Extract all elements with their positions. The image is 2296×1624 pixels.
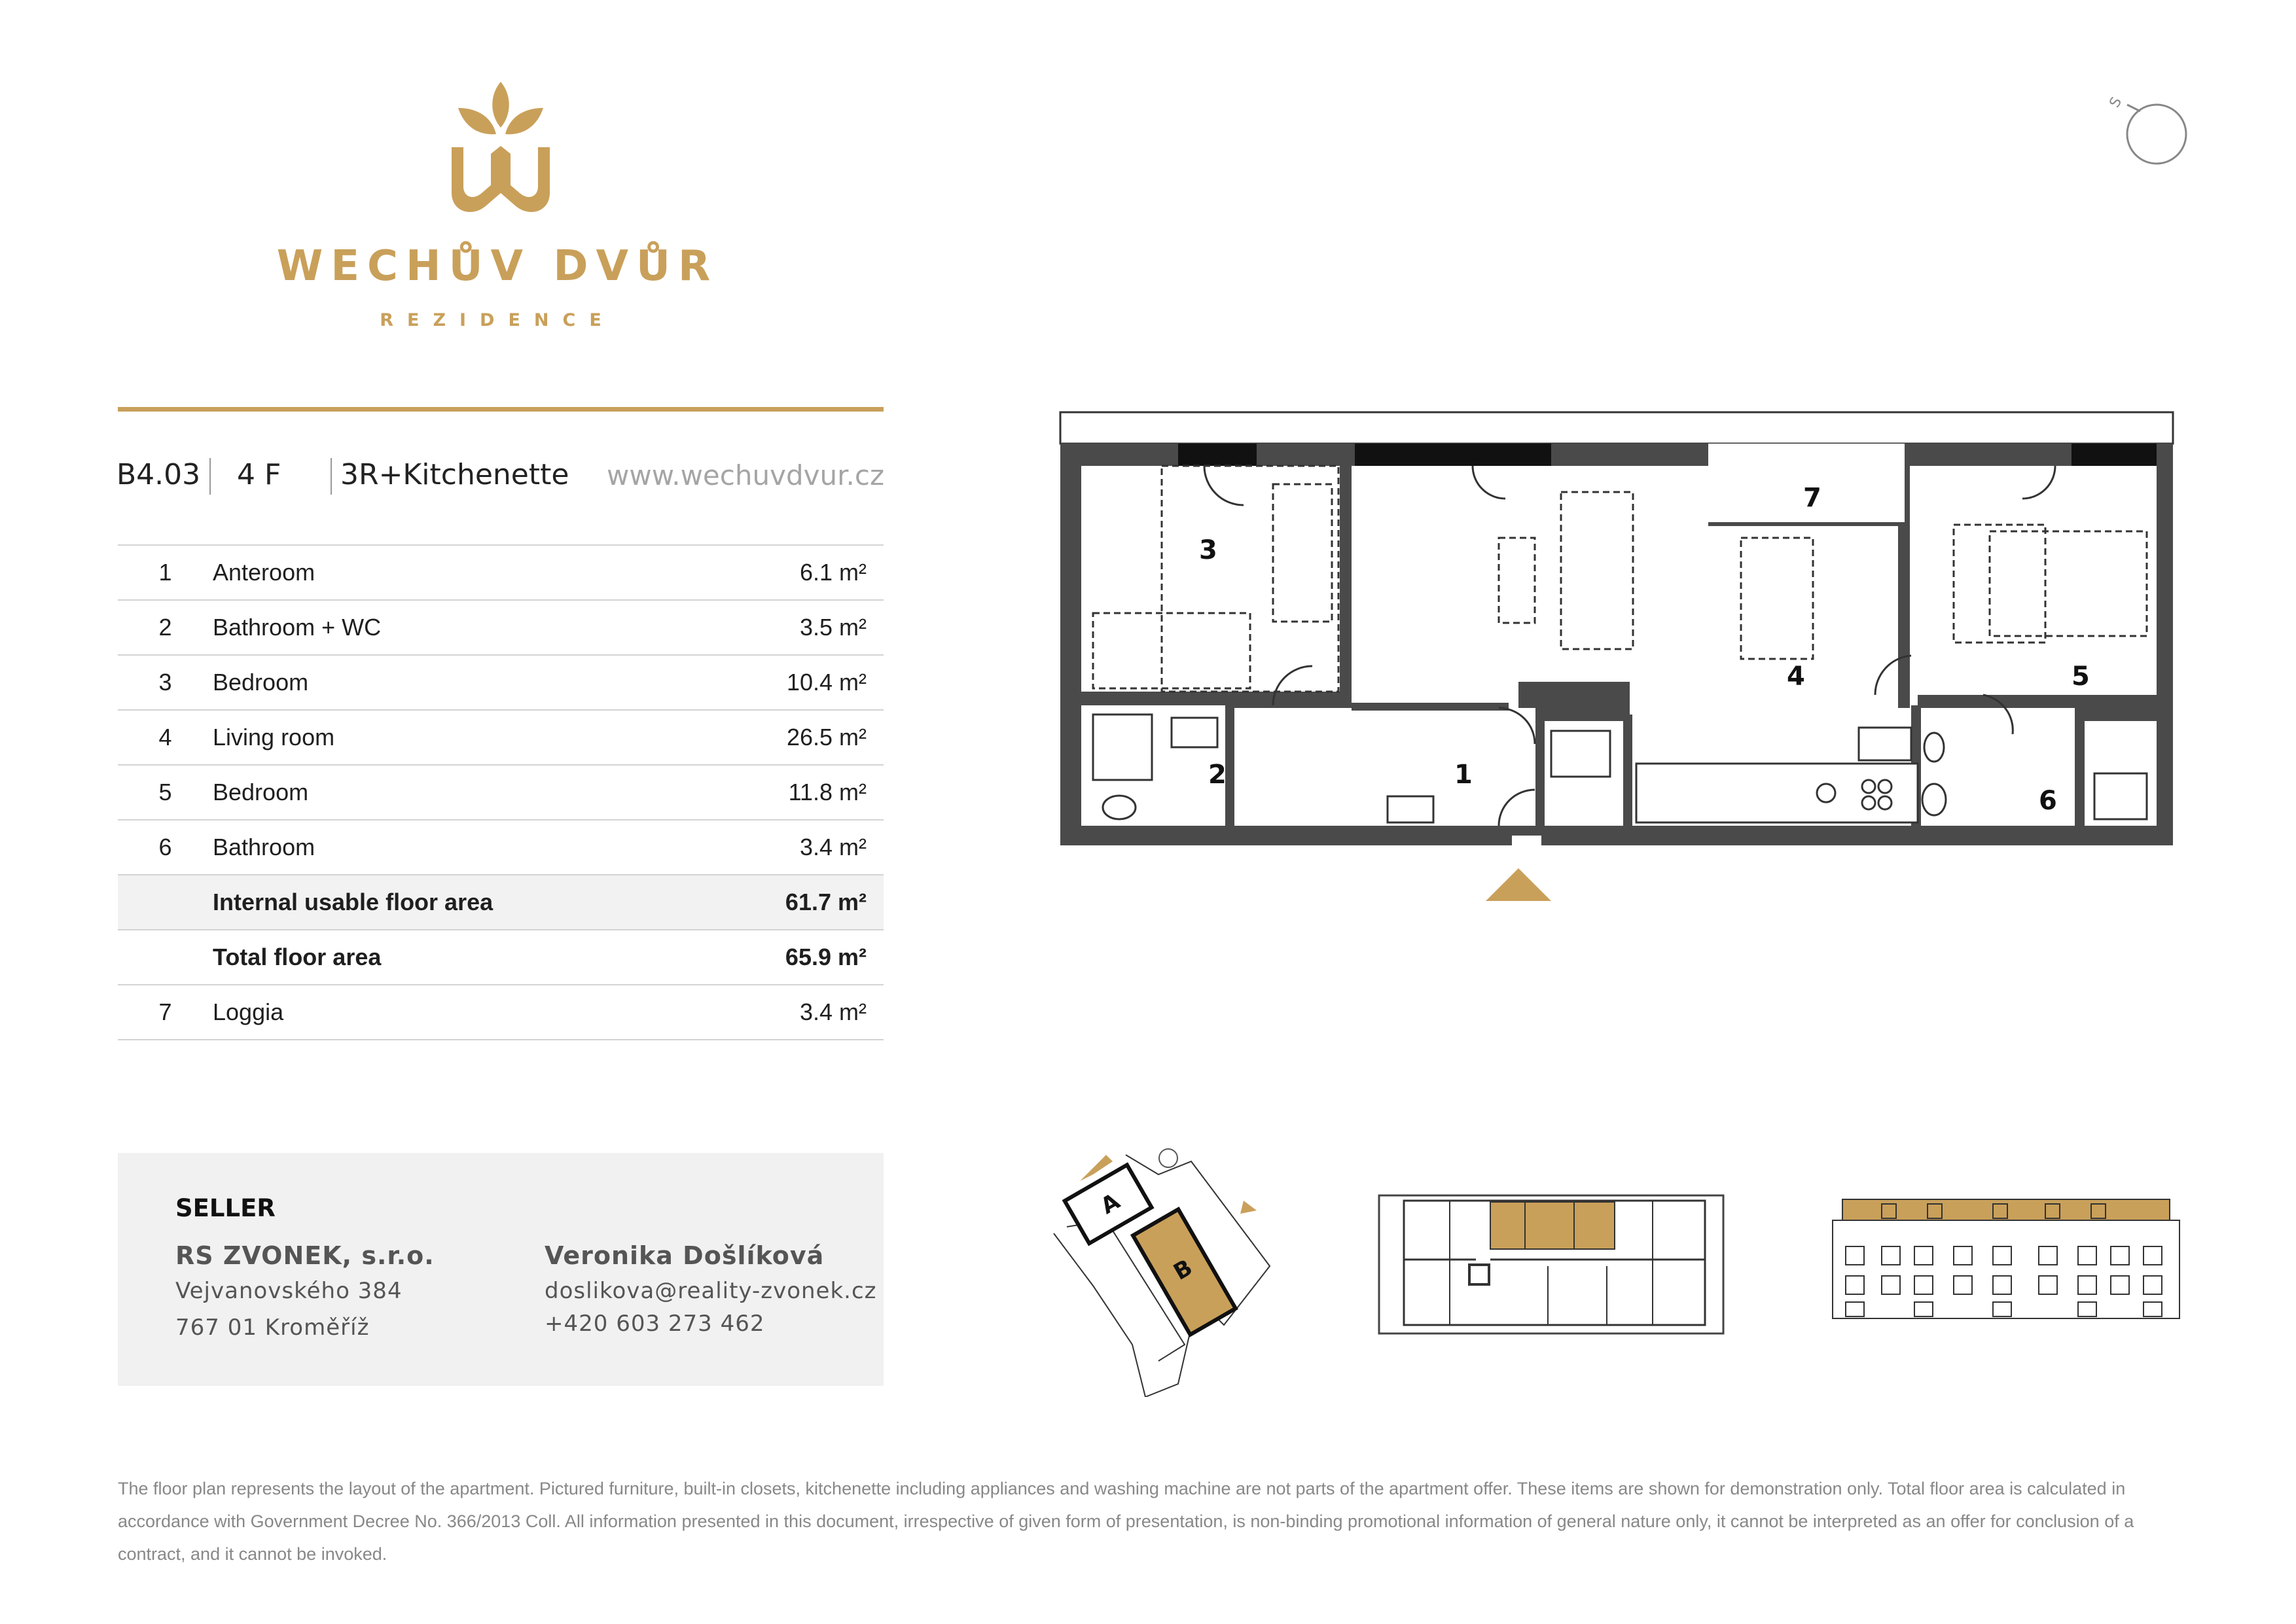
- room-number: 3: [118, 655, 213, 710]
- total-area-value: 65.9 m²: [709, 930, 884, 985]
- room-name: Anteroom: [213, 545, 709, 600]
- entrance-arrow-icon: [1486, 868, 1551, 901]
- apartment-floor-plan: [1054, 407, 2179, 904]
- room-name: Bathroom: [213, 820, 709, 875]
- compass-icon: [1159, 1149, 1177, 1167]
- room-area: 3.4 m²: [709, 820, 884, 875]
- plan-label-room-1: 1: [1454, 760, 1473, 790]
- agent-name: Veronika Došlíková: [545, 1241, 825, 1270]
- plan-label-room-2: 2: [1208, 760, 1227, 790]
- room-name: Loggia: [213, 985, 709, 1040]
- room-area: 3.4 m²: [709, 985, 884, 1040]
- internal-area-label: Internal usable floor area: [213, 875, 709, 930]
- room-area: 26.5 m²: [709, 710, 884, 765]
- table-row: [118, 765, 884, 820]
- total-area-label: Total floor area: [213, 930, 709, 985]
- table-row: [118, 820, 884, 875]
- room-name: Bedroom: [213, 655, 709, 710]
- room-area: 3.5 m²: [709, 600, 884, 655]
- table-row: [118, 985, 884, 1040]
- arrow-icon: [1240, 1201, 1257, 1214]
- plan-label-room-4: 4: [1787, 662, 1805, 692]
- agent-email-link[interactable]: doslikova@reality-zvonek.cz: [545, 1278, 877, 1304]
- room-number: 1: [118, 545, 213, 600]
- building-b-label: B: [1169, 1254, 1197, 1286]
- plan-label-room-5: 5: [2072, 662, 2090, 692]
- compass-label: S: [2106, 94, 2126, 111]
- room-area: 10.4 m²: [709, 655, 884, 710]
- floor-level-plan: [1378, 1194, 1725, 1335]
- table-row: [118, 710, 884, 765]
- room-number: 7: [118, 985, 213, 1040]
- internal-area-value: 61.7 m²: [709, 875, 884, 930]
- disclaimer-text: The floor plan represents the layout of the apartment. Pictured furniture, built-in closets, kitchenette including appliances and washing machine are not parts of the apartment offer. These items are shown for demonstration only. Total floor area is calculated in accordance with Government Decree No. 366/2013 Coll. All information presented in this document, irrespective of given form of presentation, is non-binding promotional information of general nature only, it cannot be interpreted as an offer for conclusion of a contract, and it cannot be invoked.: [118, 1479, 2134, 1564]
- table-row: [118, 600, 884, 655]
- room-area: 6.1 m²: [709, 545, 884, 600]
- room-name: Bedroom: [213, 765, 709, 820]
- header-separator: [209, 458, 211, 495]
- building-elevation: [1829, 1174, 2183, 1332]
- brand-name: WECHŮV DVŮR: [276, 242, 719, 291]
- site-plan: [1028, 1135, 1296, 1397]
- company-city: 767 01 Kroměříž: [175, 1315, 370, 1341]
- plan-label-room-6: 6: [2039, 786, 2057, 816]
- table-row: [118, 545, 884, 600]
- agent-phone-link[interactable]: +420 603 273 462: [545, 1311, 765, 1337]
- brand-subtitle: REZIDENCE: [380, 310, 615, 330]
- room-number: 4: [118, 710, 213, 765]
- room-number: 2: [118, 600, 213, 655]
- room-area: 11.8 m²: [709, 765, 884, 820]
- room-number: 6: [118, 820, 213, 875]
- header-divider: [118, 407, 884, 412]
- brand-logo-icon: [439, 75, 563, 219]
- internal-area-row: [118, 875, 884, 930]
- header-separator: [331, 458, 332, 495]
- room-name: Bathroom + WC: [213, 600, 709, 655]
- unit-floor: 4 F: [237, 458, 281, 491]
- plan-label-room-3: 3: [1199, 535, 1217, 565]
- company-street: Vejvanovského 384: [175, 1278, 403, 1304]
- company-name: RS ZVONEK, s.r.o.: [175, 1241, 435, 1270]
- unit-layout: 3R+Kitchenette: [340, 458, 569, 491]
- room-number: 5: [118, 765, 213, 820]
- seller-heading: SELLER: [175, 1194, 276, 1222]
- room-area-table: [118, 544, 884, 1040]
- total-area-row: [118, 930, 884, 985]
- compass-icon: [2088, 92, 2193, 170]
- table-row: [118, 655, 884, 710]
- website-link[interactable]: www.wechuvdvur.cz: [607, 459, 884, 491]
- building-a-label: A: [1096, 1188, 1124, 1220]
- plan-label-room-7: 7: [1803, 483, 1821, 513]
- unit-code: B4.03: [117, 458, 201, 491]
- room-name: Living room: [213, 710, 709, 765]
